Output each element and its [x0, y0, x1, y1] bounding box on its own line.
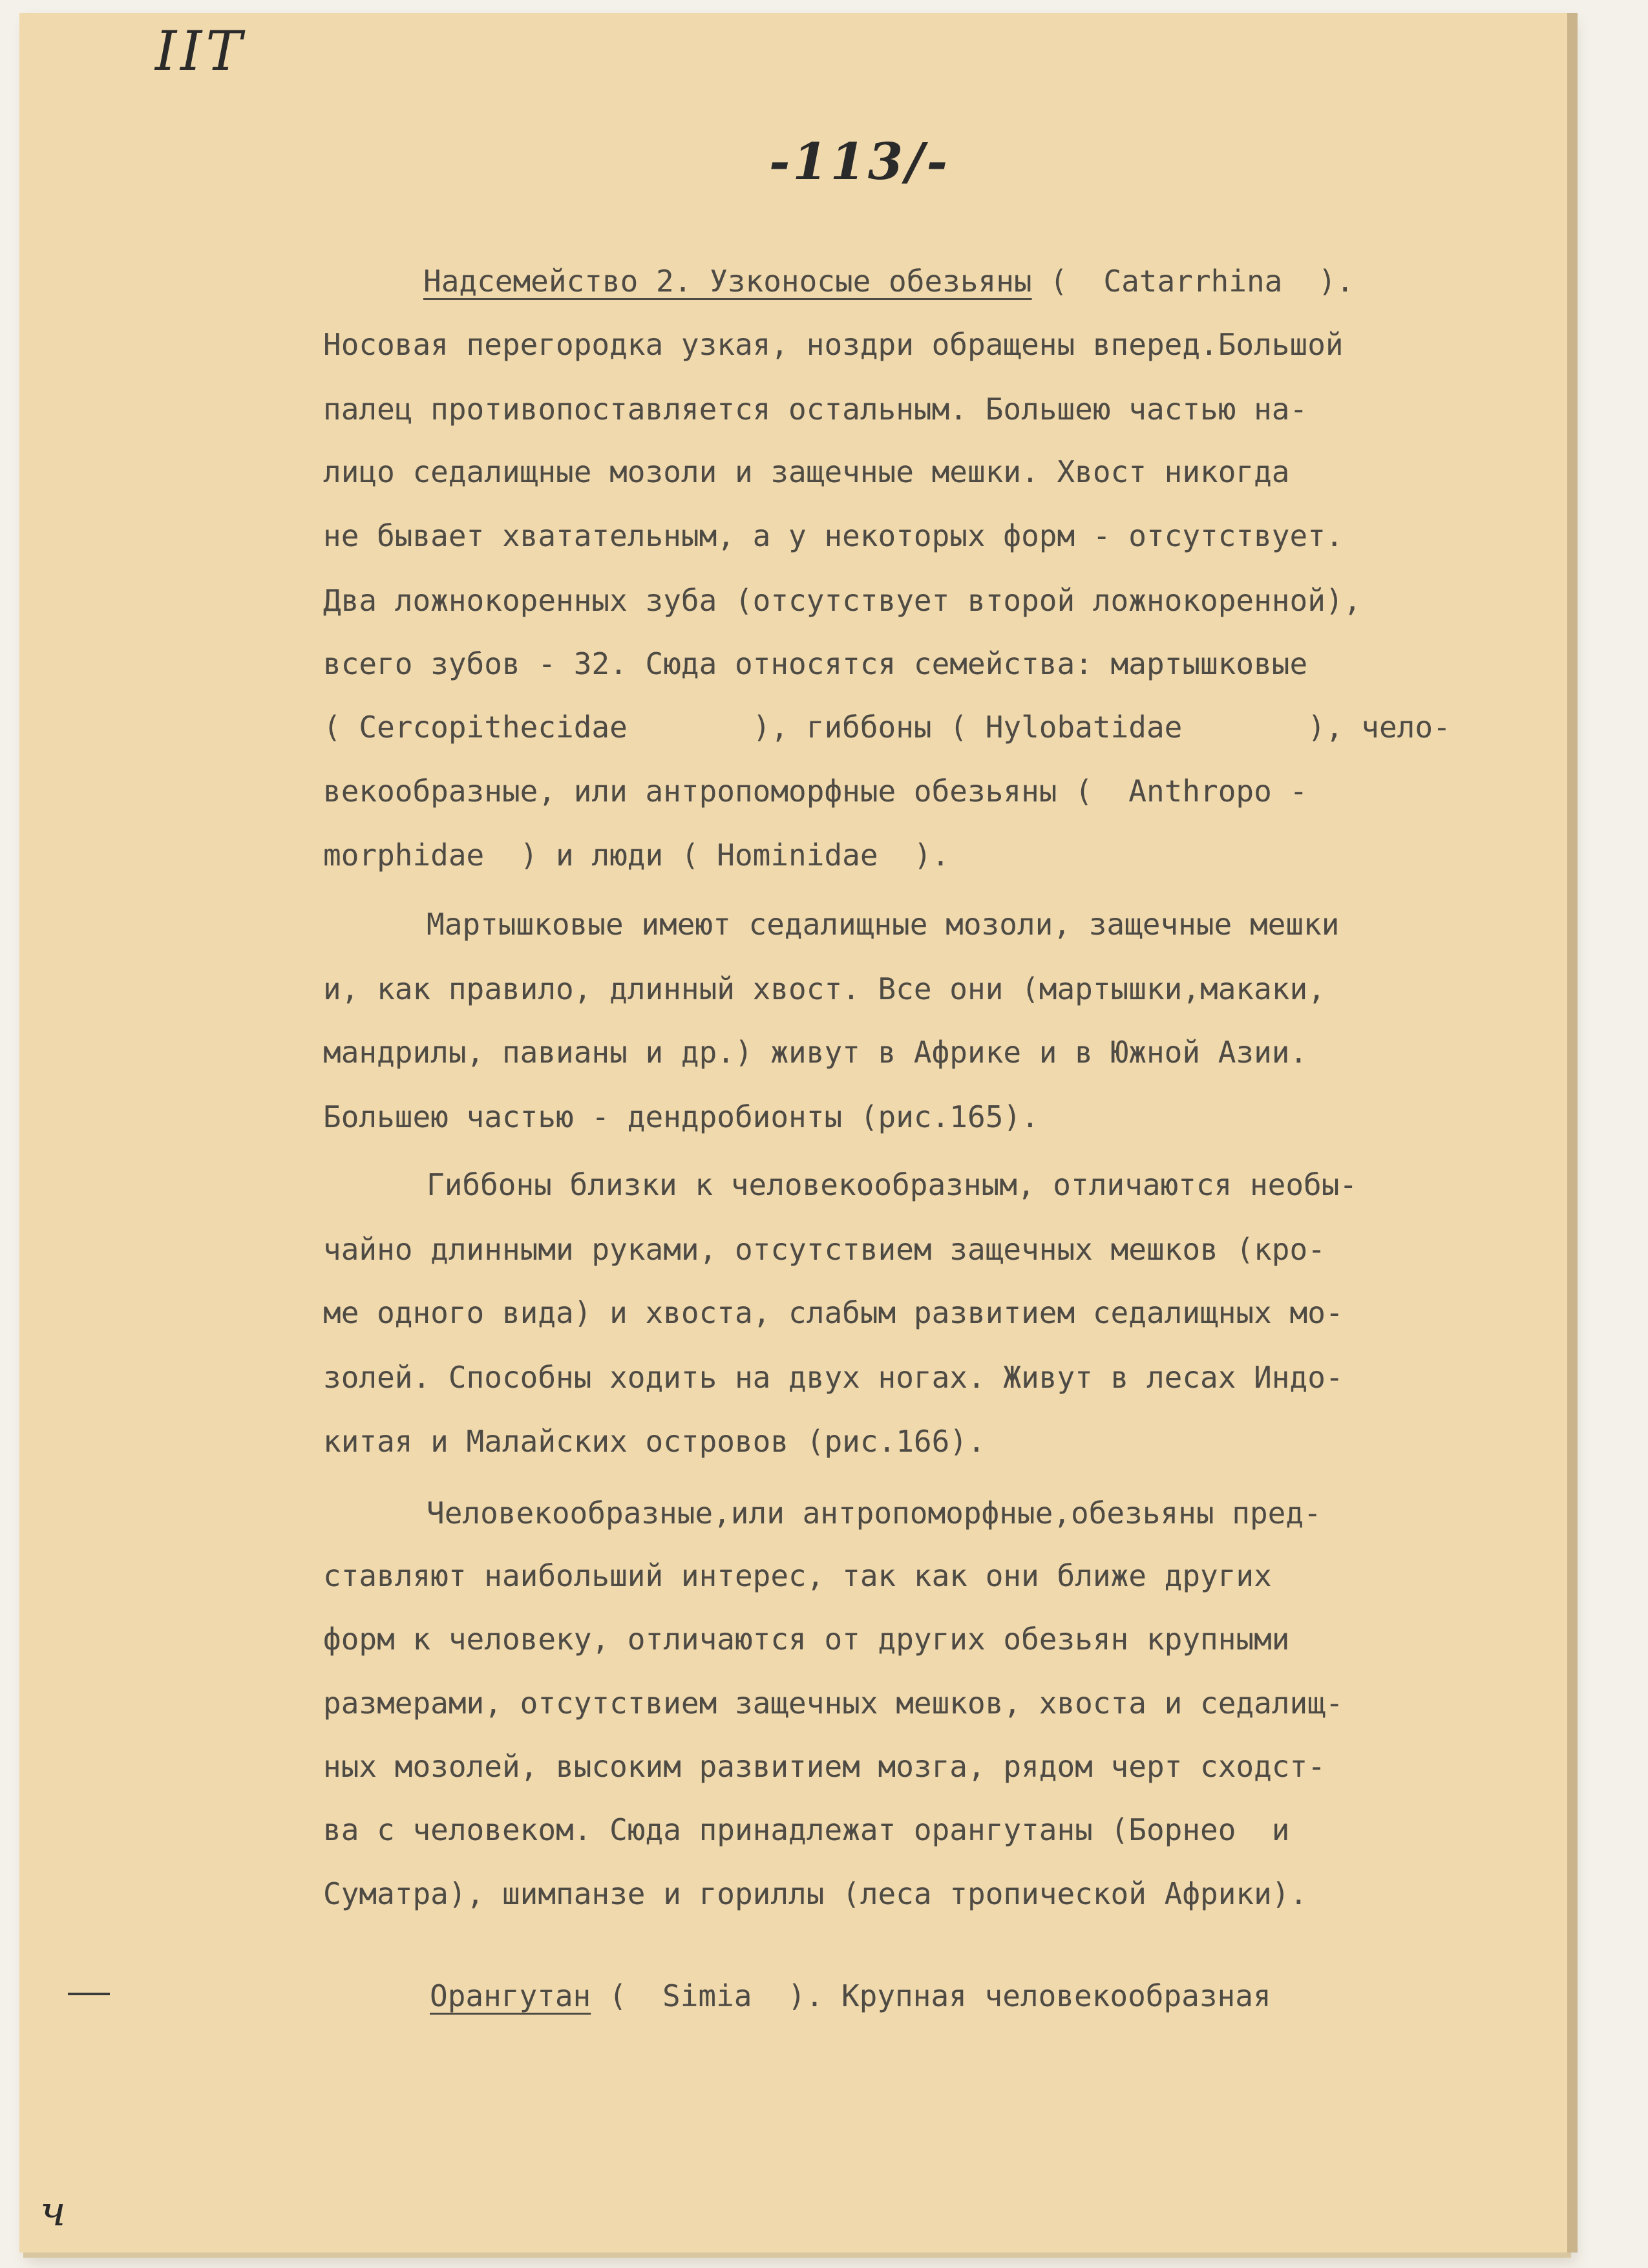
- text-line: лицо седалищные мозоли и защечные мешки. Хвост никогда: [323, 454, 1290, 489]
- text-line: ставляют наибольший интерес, так как они ближе других: [323, 1558, 1272, 1593]
- text-line: золей. Способны ходить на двух ногах. Живут в лесах Индо-: [323, 1360, 1344, 1395]
- section-heading-title: Надсемейство 2. Узконосые обезьяны: [423, 264, 1032, 299]
- text-line: китая и Малайских островов (рис.166).: [323, 1424, 986, 1459]
- text-line: мандрилы, павианы и др.) живут в Африке и в Южной Азии.: [323, 1035, 1308, 1070]
- text-line: размерами, отсутствием защечных мешков, хвоста и седалищ-: [323, 1686, 1344, 1721]
- text-line: Большею частью - дендробионты (рис.165).: [323, 1099, 1039, 1134]
- handwritten-corner-mark: IIT: [155, 19, 246, 83]
- text-line: Мартышковые имеют седалищные мозоли, защечные мешки: [427, 907, 1340, 942]
- handwritten-bottom-mark: ч: [40, 2188, 66, 2236]
- text-line: Гиббоны близки к человекообразным, отличаются необы-: [427, 1167, 1358, 1202]
- text-line: Два ложнокоренных зуба (отсутствует второй ложнокоренной),: [323, 583, 1362, 618]
- handwritten-page-number: -113/-: [769, 132, 951, 191]
- text-line: форм к человеку, отличаются от других обезьян крупными: [323, 1622, 1290, 1657]
- section-heading-latin: ( Catarrhina ).: [1031, 264, 1355, 299]
- text-line: всего зубов - 32. Сюда относятся семейства: мартышковые: [323, 646, 1308, 681]
- text-line: Суматра), шимпанзе и гориллы (леса тропической Африки).: [323, 1876, 1308, 1911]
- text-line: и, как правило, длинный хвост. Все они (мартышки,макаки,: [323, 971, 1326, 1006]
- orangutan-heading: [0, 1978, 1648, 2013]
- section-heading: [0, 264, 1648, 299]
- text-line: палец противопоставляется остальным. Большею частью на-: [323, 392, 1308, 427]
- text-line: ва с человеком. Сюда принадлежат орангутаны (Борнео и: [323, 1812, 1290, 1847]
- text-line: не бывает хватательным, а у некоторых форм - отсутствует.: [323, 518, 1344, 553]
- text-line: чайно длинными руками, отсутствием защечных мешков (кро-: [323, 1232, 1326, 1267]
- text-line: morphidae ) и люди ( Hominidae ).: [323, 838, 950, 873]
- orangutan-title: Орангутан: [430, 1978, 591, 2013]
- text-line: ных мозолей, высоким развитием мозга, рядом черт сходст-: [323, 1749, 1326, 1784]
- text-line: ( Cercopithecidae ), гиббоны ( Hylobatidae ), чело-: [323, 710, 1451, 745]
- text-line: Человекообразные,или антропоморфные,обезьяны пред-: [427, 1496, 1322, 1531]
- text-line: векообразные, или антропоморфные обезьяны ( Anthropo -: [323, 774, 1308, 809]
- text-line: Носовая перегородка узкая, ноздри обращены вперед.Большой: [323, 327, 1344, 362]
- text-line: ме одного вида) и хвоста, слабым развитием седалищных мо-: [323, 1295, 1344, 1330]
- orangutan-description: ( Simia ). Крупная человекообразная: [591, 1978, 1271, 2013]
